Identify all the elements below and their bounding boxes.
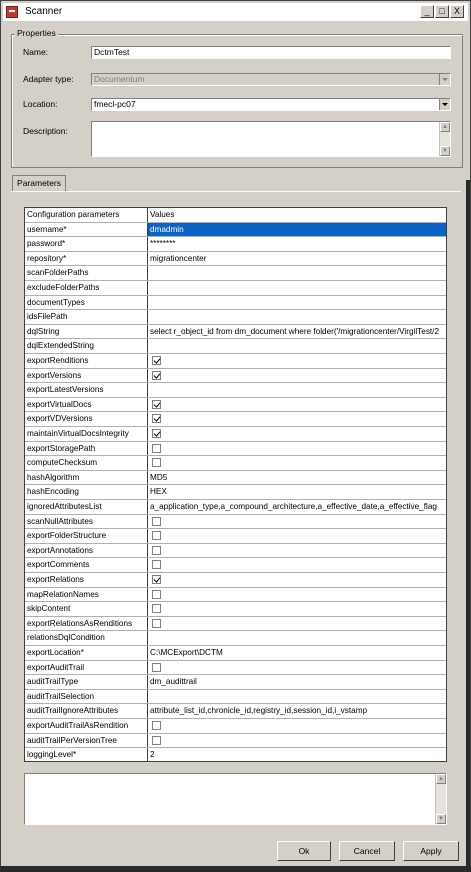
notes-area[interactable] xyxy=(24,773,447,825)
chevron-down-icon xyxy=(439,74,450,85)
checkbox[interactable] xyxy=(152,429,161,438)
parameter-name: exportAnnotations xyxy=(25,544,148,558)
parameter-name: exportFolderStructure xyxy=(25,529,148,543)
parameter-value[interactable]: MD5 xyxy=(150,472,168,482)
grid-row[interactable] xyxy=(25,237,446,252)
parameter-name: auditTrailIgnoreAttributes xyxy=(25,704,148,718)
grid-row[interactable] xyxy=(25,719,446,734)
grid-row[interactable] xyxy=(25,631,446,646)
parameter-name: hashEncoding xyxy=(25,485,148,499)
grid-row[interactable] xyxy=(25,704,446,719)
column-header-name: Configuration parameters xyxy=(25,208,148,222)
checkbox[interactable] xyxy=(152,736,161,745)
parameter-name: exportVirtualDocs xyxy=(25,398,148,412)
location-value: fmecl-pc07 xyxy=(94,99,136,109)
properties-group-title: Properties xyxy=(17,28,56,38)
parameter-value[interactable] xyxy=(148,310,446,324)
grid-row[interactable] xyxy=(25,748,446,762)
parameter-value[interactable] xyxy=(148,398,446,412)
checkbox[interactable] xyxy=(152,721,161,730)
parameter-name: exportRelationsAsRenditions xyxy=(25,617,148,631)
grid-row[interactable] xyxy=(25,339,446,354)
parameter-value[interactable] xyxy=(148,369,446,383)
grid-row[interactable] xyxy=(25,558,446,573)
parameter-name: exportAuditTrail xyxy=(25,661,148,675)
parameter-value[interactable] xyxy=(148,515,446,529)
parameter-name: exportRelations xyxy=(25,573,148,587)
parameter-name: exportVDVersions xyxy=(25,412,148,426)
checkbox[interactable] xyxy=(152,517,161,526)
parameter-value[interactable] xyxy=(148,296,446,310)
grid-row[interactable] xyxy=(25,456,446,471)
grid-row[interactable] xyxy=(25,223,446,238)
grid-header xyxy=(25,208,446,223)
grid-row[interactable] xyxy=(25,354,446,369)
checkbox[interactable] xyxy=(152,531,161,540)
parameter-value[interactable] xyxy=(148,427,446,441)
grid-row[interactable] xyxy=(25,427,446,442)
parameter-name: auditTrailPerVersionTree xyxy=(25,734,148,748)
chevron-down-icon[interactable] xyxy=(439,99,450,110)
parameter-name: hashAlgorithm xyxy=(25,471,148,485)
grid-row[interactable] xyxy=(25,281,446,296)
grid-row[interactable] xyxy=(25,690,446,705)
checkbox[interactable] xyxy=(152,560,161,569)
description-scrollbar[interactable] xyxy=(439,122,450,156)
checkbox[interactable] xyxy=(152,619,161,628)
grid-row[interactable] xyxy=(25,266,446,281)
checkbox[interactable] xyxy=(152,590,161,599)
checkbox[interactable] xyxy=(152,371,161,380)
parameter-value[interactable] xyxy=(148,631,446,645)
parameter-value[interactable] xyxy=(148,266,446,280)
checkbox[interactable] xyxy=(152,663,161,672)
parameter-value[interactable]: select r_object_id from dm_document where folder('/migrationcenter/VirgilTest/2 xyxy=(150,326,440,336)
grid-row[interactable] xyxy=(25,734,446,749)
grid-row[interactable] xyxy=(25,369,446,384)
parameter-name: ignoredAttributesList xyxy=(25,500,148,514)
grid-row[interactable] xyxy=(25,617,446,632)
parameter-value[interactable] xyxy=(148,690,446,704)
parameter-value[interactable] xyxy=(148,617,446,631)
parameter-value[interactable]: C:\MCExport\DCTM xyxy=(150,648,223,657)
parameter-name: password* xyxy=(25,237,148,251)
grid-row[interactable] xyxy=(25,602,446,617)
parameter-name: scanFolderPaths xyxy=(25,266,148,280)
grid-row[interactable] xyxy=(25,252,446,267)
cancel-button[interactable]: Cancel xyxy=(339,841,395,861)
scroll-down-icon[interactable]: ▼ xyxy=(440,146,450,156)
parameter-name: scanNullAttributes xyxy=(25,515,148,529)
location-select[interactable] xyxy=(91,98,451,111)
scroll-up-icon[interactable]: ▲ xyxy=(440,122,450,132)
grid-row[interactable] xyxy=(25,325,446,340)
parameter-value[interactable] xyxy=(148,573,446,587)
tab-parameters[interactable]: Parameters xyxy=(12,175,66,192)
parameter-name: exportAuditTrailAsRendition xyxy=(25,719,148,733)
grid-row[interactable] xyxy=(25,398,446,413)
grid-row[interactable] xyxy=(25,485,446,500)
grid-row[interactable] xyxy=(25,515,446,530)
grid-row[interactable] xyxy=(25,442,446,457)
parameter-name: exportLatestVersions xyxy=(25,383,148,397)
parameter-name: excludeFolderPaths xyxy=(25,281,148,295)
scroll-up-icon[interactable]: ▲ xyxy=(436,774,446,784)
grid-row[interactable] xyxy=(25,412,446,427)
parameter-name: loggingLevel* xyxy=(25,748,148,762)
parameter-value[interactable] xyxy=(148,734,446,748)
grid-row[interactable] xyxy=(25,383,446,398)
grid-row[interactable] xyxy=(25,646,446,661)
parameter-value[interactable]: migrationcenter xyxy=(150,253,207,263)
parameter-name: documentTypes xyxy=(25,296,148,310)
checkbox[interactable] xyxy=(152,458,161,467)
parameters-grid xyxy=(24,207,447,762)
grid-row[interactable] xyxy=(25,310,446,325)
parameter-name: auditTrailType xyxy=(25,675,148,689)
checkbox[interactable] xyxy=(152,546,161,555)
parameter-name: relationsDqlCondition xyxy=(25,631,148,645)
parameter-name: idsFilePath xyxy=(25,310,148,324)
location-label: Location: xyxy=(23,99,58,109)
parameter-value[interactable] xyxy=(148,544,446,558)
parameter-name: exportComments xyxy=(25,558,148,572)
parameter-name: computeChecksum xyxy=(25,456,148,470)
parameter-value[interactable] xyxy=(148,661,446,675)
parameter-value[interactable] xyxy=(148,602,446,616)
parameter-value[interactable]: 2 xyxy=(150,750,155,760)
close-button[interactable]: X xyxy=(450,5,464,18)
grid-row[interactable] xyxy=(25,471,446,486)
checkbox[interactable] xyxy=(152,604,161,613)
parameter-value[interactable] xyxy=(148,354,446,368)
parameter-name: maintainVirtualDocsIntegrity xyxy=(25,427,148,441)
parameter-name: username* xyxy=(25,223,148,237)
checkbox[interactable] xyxy=(152,575,161,584)
grid-row[interactable] xyxy=(25,296,446,311)
parameter-name: mapRelationNames xyxy=(25,588,148,602)
parameter-value[interactable]: ******** xyxy=(150,239,176,249)
parameter-name: auditTrailSelection xyxy=(25,690,148,704)
name-field[interactable]: DctmTest xyxy=(91,46,451,59)
background-strip-bottom xyxy=(0,866,471,872)
parameter-value[interactable] xyxy=(148,719,446,733)
checkbox[interactable] xyxy=(152,400,161,409)
parameter-value[interactable] xyxy=(148,558,446,572)
background-strip-right xyxy=(466,180,470,870)
description-field[interactable] xyxy=(91,121,451,157)
parameter-value[interactable]: a_application_type,a_compound_architecture,a_effective_date,a_effective_flag xyxy=(150,502,437,511)
checkbox[interactable] xyxy=(152,414,161,423)
parameter-value[interactable] xyxy=(148,588,446,602)
description-label: Description: xyxy=(23,126,68,136)
grid-row[interactable] xyxy=(25,573,446,588)
column-header-value: Values xyxy=(148,208,446,222)
grid-row[interactable] xyxy=(25,588,446,603)
parameter-value[interactable] xyxy=(148,412,446,426)
parameter-name: repository* xyxy=(25,252,148,266)
grid-row[interactable] xyxy=(25,500,446,515)
parameter-name: exportRenditions xyxy=(25,354,148,368)
parameter-value[interactable] xyxy=(148,281,446,295)
grid-row[interactable] xyxy=(25,544,446,559)
window-title: Scanner xyxy=(25,6,63,17)
app-icon xyxy=(6,6,18,18)
grid-row[interactable] xyxy=(25,675,446,690)
grid-row[interactable] xyxy=(25,529,446,544)
adapter-type-label: Adapter type: xyxy=(23,74,74,84)
parameter-name: exportLocation* xyxy=(25,646,148,660)
parameter-name: dqlExtendedString xyxy=(25,339,148,353)
parameter-value[interactable] xyxy=(148,383,446,397)
apply-button[interactable]: Apply xyxy=(403,841,459,861)
parameter-value[interactable]: HEX xyxy=(150,487,167,497)
checkbox[interactable] xyxy=(152,444,161,453)
parameter-value[interactable] xyxy=(148,442,446,456)
parameter-value[interactable]: dmadmin xyxy=(148,223,446,237)
name-label: Name: xyxy=(23,47,49,57)
parameter-value[interactable]: dm_audittrail xyxy=(150,677,197,687)
notes-scrollbar[interactable] xyxy=(435,774,446,824)
title-bar xyxy=(3,3,468,21)
parameter-name: dqlString xyxy=(25,325,148,339)
parameter-value[interactable] xyxy=(148,456,446,470)
parameter-value[interactable] xyxy=(148,529,446,543)
ok-button[interactable]: Ok xyxy=(277,841,331,861)
parameter-value[interactable]: attribute_list_id,chronicle_id,registry_id,session_id,i_vstamp xyxy=(150,706,368,716)
parameter-name: skipContent xyxy=(25,602,148,616)
adapter-type-select xyxy=(91,73,451,86)
minimize-button[interactable]: _ xyxy=(420,5,434,18)
parameter-value[interactable] xyxy=(148,339,446,353)
scroll-down-icon[interactable]: ▼ xyxy=(436,814,446,824)
adapter-type-value: Documentum xyxy=(94,74,145,84)
parameter-name: exportVersions xyxy=(25,369,148,383)
grid-row[interactable] xyxy=(25,661,446,676)
checkbox[interactable] xyxy=(152,356,161,365)
maximize-button[interactable]: □ xyxy=(435,5,449,18)
parameter-name: exportStoragePath xyxy=(25,442,148,456)
